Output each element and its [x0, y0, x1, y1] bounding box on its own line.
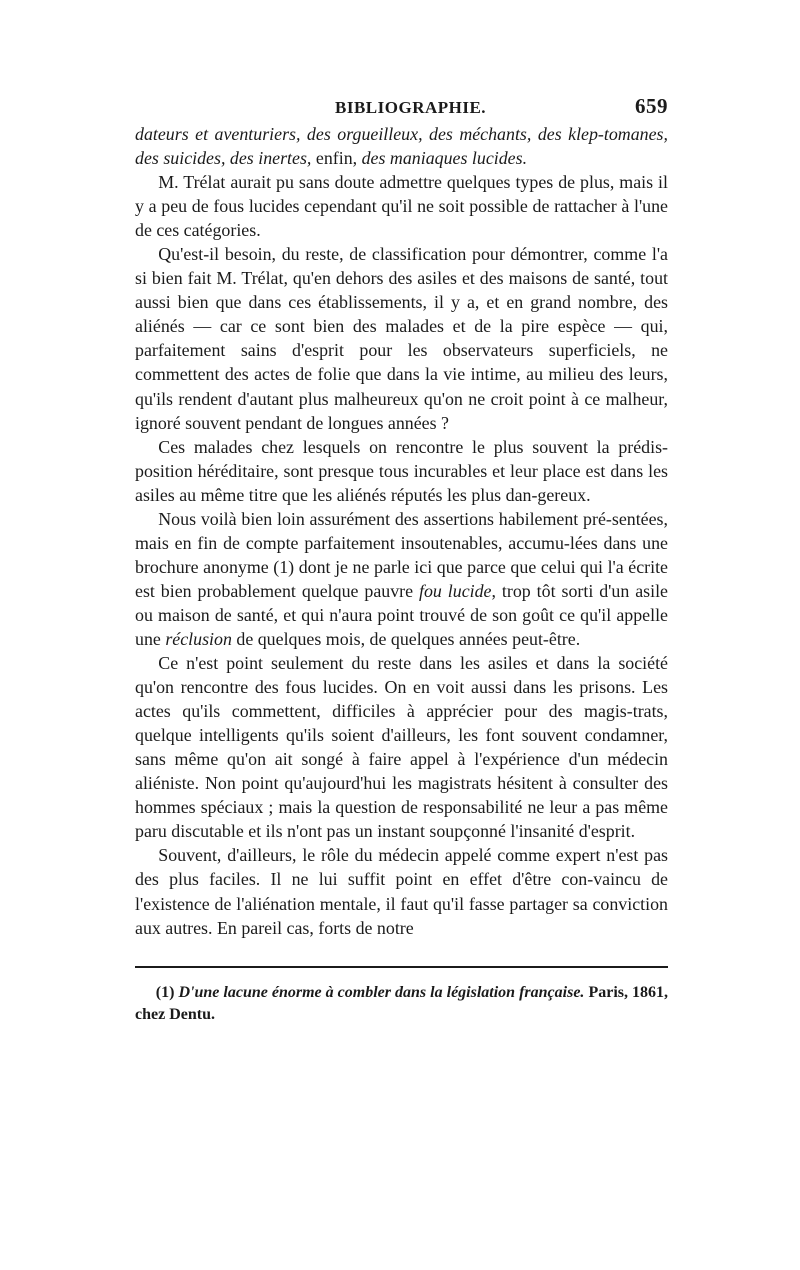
text-run: enfin,: [315, 148, 362, 169]
paragraph: [135, 122, 668, 170]
paragraph: [135, 170, 668, 242]
text-run: Nous voilà bien loin assurément des assertions habilement pré-sentées, mais en fin de compte parfaitement insoutenables, accumu-lées dans une brochure anonyme (1) dont je ne parle ici que parce que celui qui l'a écrite est bien probablement quelque pauvre: [135, 508, 668, 601]
running-header: [135, 92, 668, 122]
text-run: Ces malades chez lesquels on rencontre le plus souvent la prédis-position héréditaire, sont presque tous incurables et leur place est dans les asiles au même titre que les aliénés réputés les plus dan-gereux.: [135, 436, 668, 505]
text-run: , trop tôt sorti d'un asile ou maison de santé, et qui n'aura point trouvé de son goût ce qu'il appelle une: [135, 580, 668, 649]
text-run: Qu'est-il besoin, du reste, de classification pour démontrer, comme l'a si bien fait M. Trélat, qu'en dehors des asiles et des maisons de santé, tout aussi bien que dans ces établissements, il y a, et en grand nombre, des aliénés — car ce sont bien des malades et de la pire espèce — qui, parfaitement sains d'esprit pour les observateurs superficiels, ne commettent des actes de folie que dans la vie intime, au milieu des leurs, qu'ils rendent d'autant plus malheureux qu'on ne croit point à ce malheur, ignoré souvent pendant de longues années ?: [135, 244, 668, 433]
text-run: (1): [155, 983, 179, 1001]
running-title: BIBLIOGRAPHIE.: [335, 98, 487, 117]
italic-text: fou lucide: [419, 580, 492, 601]
paragraph: [135, 435, 668, 507]
body-text: [135, 122, 668, 940]
footnote-divider: [135, 966, 668, 968]
footnote: [135, 982, 668, 1026]
paragraph: [135, 242, 668, 434]
paragraph: [135, 507, 668, 651]
italic-text: réclusion: [165, 628, 232, 649]
text-run: Paris, 1861, chez Dentu.: [135, 983, 669, 1023]
italic-text: des maniaques lucides.: [361, 148, 528, 169]
text-run: Souvent, d'ailleurs, le rôle du médecin appelé comme expert n'est pas des plus faciles. Il ne lui suffit point en effet d'être con-vaincu de l'existence de l'aliénation mentale, il faut qu'il fasse partager sa conviction aux autres. En pareil cas, forts de notre: [135, 845, 668, 938]
paragraph: [135, 651, 668, 843]
text-run: M. Trélat aurait pu sans doute admettre quelques types de plus, mais il y a peu de fous lucides cependant qu'il ne soit possible de rattacher à l'une de ces catégories.: [135, 172, 668, 241]
italic-text: D'une lacune énorme à combler dans la législation française.: [178, 983, 585, 1001]
text-run: Ce n'est point seulement du reste dans les asiles et dans la société qu'on rencontre des fous lucides. On en voit aussi dans les prisons. Les actes qu'ils commettent, difficiles à apprécier pour des magis-trats, quelque intelligents qu'ils soient d'ailleurs, les font souvent condamner, sans même qu'on ait songé à faire appel à l'expérience d'un médecin aliéniste. Non point qu'aujourd'hui les magistrats hésitent à consulter des hommes spéciaux ; mais la question de responsabilité ne leur a pas même paru discutable et ils n'ont pas un instant soupçonné l'insanité d'esprit.: [135, 653, 668, 842]
page-number: 659: [635, 94, 668, 118]
text-run: de quelques mois, de quelques années peut-être.: [231, 628, 581, 649]
book-page: [135, 92, 668, 1042]
italic-text: dateurs et aventuriers, des orgueilleux, des méchants, des klep-tomanes, des suicides, des inertes,: [135, 124, 668, 169]
paragraph: [135, 843, 668, 939]
